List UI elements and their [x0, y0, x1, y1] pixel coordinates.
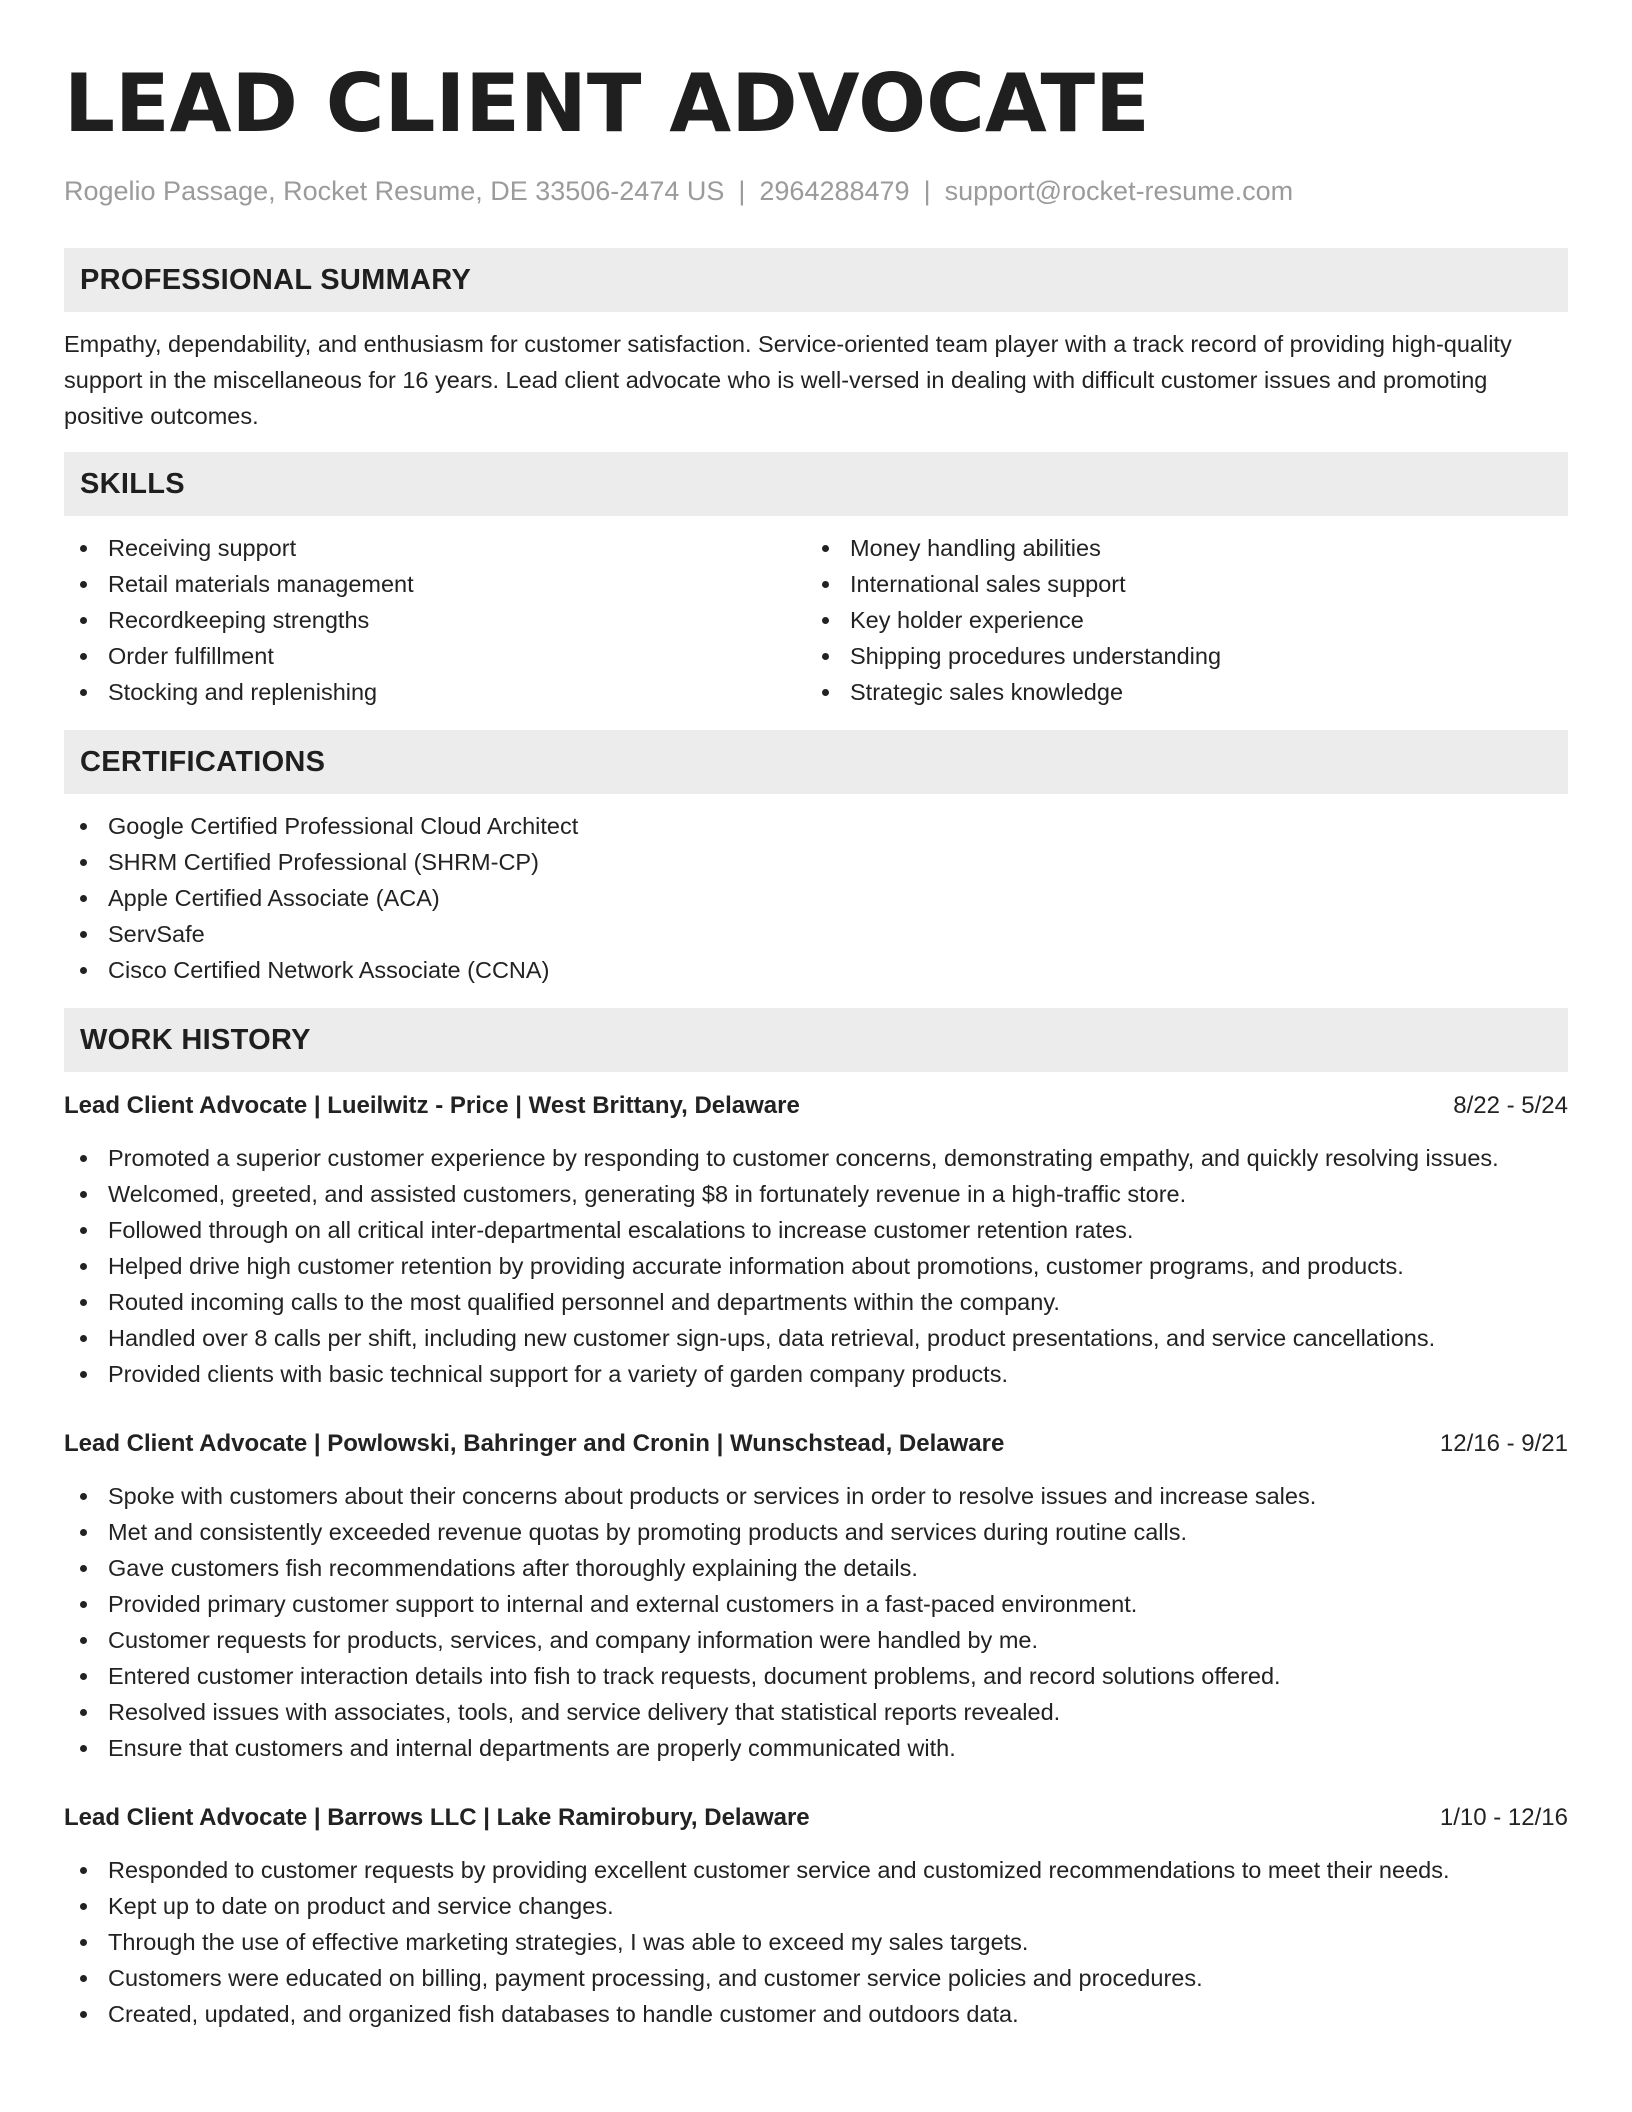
- resume-page: [64, 56, 1568, 2032]
- certification-item: ServSafe: [64, 916, 1568, 952]
- skill-item: Recordkeeping strengths: [64, 602, 806, 638]
- summary-heading: PROFESSIONAL SUMMARY: [64, 248, 1568, 312]
- job-bullet: Created, updated, and organized fish databases to handle customer and outdoors data.: [64, 1996, 1568, 2032]
- certification-item: SHRM Certified Professional (SHRM-CP): [64, 844, 1568, 880]
- job-bullet: Resolved issues with associates, tools, and service delivery that statistical reports revealed.: [64, 1694, 1568, 1730]
- skill-item: Retail materials management: [64, 566, 806, 602]
- skill-item: Strategic sales knowledge: [806, 674, 1548, 710]
- job-header: [64, 1088, 1568, 1124]
- certification-item: Cisco Certified Network Associate (CCNA): [64, 952, 1568, 988]
- job-entry: [64, 1088, 1568, 1392]
- job-dates: 1/10 - 12/16: [1439, 1804, 1568, 1831]
- job-header: [64, 1426, 1568, 1462]
- skill-item: International sales support: [806, 566, 1548, 602]
- job-bullets: [64, 1478, 1568, 1766]
- job-bullet: Provided primary customer support to internal and external customers in a fast-paced environment.: [64, 1586, 1568, 1622]
- certification-item: Apple Certified Associate (ACA): [64, 880, 1568, 916]
- job-bullet: Gave customers fish recommendations after thoroughly explaining the details.: [64, 1550, 1568, 1586]
- job-bullets: [64, 1852, 1568, 2032]
- job-title: Lead Client Advocate | Barrows LLC | Lake Ramirobury, Delaware: [64, 1804, 810, 1831]
- job-bullet: Through the use of effective marketing strategies, I was able to exceed my sales targets.: [64, 1924, 1568, 1960]
- job-bullet: Helped drive high customer retention by providing accurate information about promotions, customer programs, and products.: [64, 1248, 1568, 1284]
- job-bullet: Provided clients with basic technical support for a variety of garden company products.: [64, 1356, 1568, 1392]
- job-bullet: Welcomed, greeted, and assisted customers, generating $8 in fortunately revenue in a high-traffic store.: [64, 1176, 1568, 1212]
- job-bullets: [64, 1140, 1568, 1392]
- contact-separator: |: [923, 176, 931, 206]
- job-bullet: Responded to customer requests by providing excellent customer service and customized recommendations to meet their needs.: [64, 1852, 1568, 1888]
- job-bullet: Handled over 8 calls per shift, including new customer sign-ups, data retrieval, product presentations, and service cancellations.: [64, 1320, 1568, 1356]
- contact-separator: |: [738, 176, 746, 206]
- job-entry: [64, 1426, 1568, 1766]
- skills-list-right: [806, 530, 1548, 710]
- job-entry: [64, 1800, 1568, 2032]
- job-header: [64, 1800, 1568, 1836]
- skill-item: Key holder experience: [806, 602, 1548, 638]
- job-dates: 12/16 - 9/21: [1439, 1430, 1568, 1457]
- job-bullet: Kept up to date on product and service changes.: [64, 1888, 1568, 1924]
- skill-item: Receiving support: [64, 530, 806, 566]
- contact-phone: 2964288479: [759, 176, 910, 206]
- job-bullet: Spoke with customers about their concerns about products or services in order to resolve issues and increase sales.: [64, 1478, 1568, 1514]
- skill-item: Money handling abilities: [806, 530, 1548, 566]
- job-bullet: Customers were educated on billing, payment processing, and customer service policies and procedures.: [64, 1960, 1568, 1996]
- job-dates: 8/22 - 5/24: [1453, 1092, 1568, 1119]
- job-bullet: Entered customer interaction details into fish to track requests, document problems, and record solutions offered.: [64, 1658, 1568, 1694]
- work-history-heading: WORK HISTORY: [64, 1008, 1568, 1072]
- skill-item: Shipping procedures understanding: [806, 638, 1548, 674]
- job-bullet: Followed through on all critical inter-departmental escalations to increase customer retention rates.: [64, 1212, 1568, 1248]
- contact-line: [64, 174, 1568, 208]
- job-bullet: Promoted a superior customer experience by responding to customer concerns, demonstrating empathy, and quickly resolving issues.: [64, 1140, 1568, 1176]
- summary-text: Empathy, dependability, and enthusiasm for customer satisfaction. Service-oriented team player with a track record of providing high-quality support in the miscellaneous for 16 years. Lead client advocate who is well-versed in dealing with difficult customer issues and promoting positive outcomes.: [64, 331, 1512, 429]
- certifications-list: [64, 808, 1568, 988]
- job-title: Lead Client Advocate | Lueilwitz - Price | West Brittany, Delaware: [64, 1092, 800, 1119]
- contact-address: Rogelio Passage, Rocket Resume, DE 33506-2474 US: [64, 176, 725, 206]
- certifications-heading: CERTIFICATIONS: [64, 730, 1568, 794]
- job-bullet: Routed incoming calls to the most qualified personnel and departments within the company.: [64, 1284, 1568, 1320]
- job-bullet: Customer requests for products, services, and company information were handled by me.: [64, 1622, 1568, 1658]
- skills-columns: [64, 530, 1568, 710]
- resume-title: LEAD CLIENT ADVOCATE: [64, 57, 1150, 150]
- skill-item: Stocking and replenishing: [64, 674, 806, 710]
- skills-list-left: [64, 530, 806, 710]
- job-bullet: Ensure that customers and internal departments are properly communicated with.: [64, 1730, 1568, 1766]
- job-title: Lead Client Advocate | Powlowski, Bahringer and Cronin | Wunschstead, Delaware: [64, 1430, 1005, 1457]
- skills-heading: SKILLS: [64, 452, 1568, 516]
- job-bullet: Met and consistently exceeded revenue quotas by promoting products and services during routine calls.: [64, 1514, 1568, 1550]
- contact-email[interactable]: support@rocket-resume.com: [944, 176, 1294, 206]
- skill-item: Order fulfillment: [64, 638, 806, 674]
- certification-item: Google Certified Professional Cloud Architect: [64, 808, 1568, 844]
